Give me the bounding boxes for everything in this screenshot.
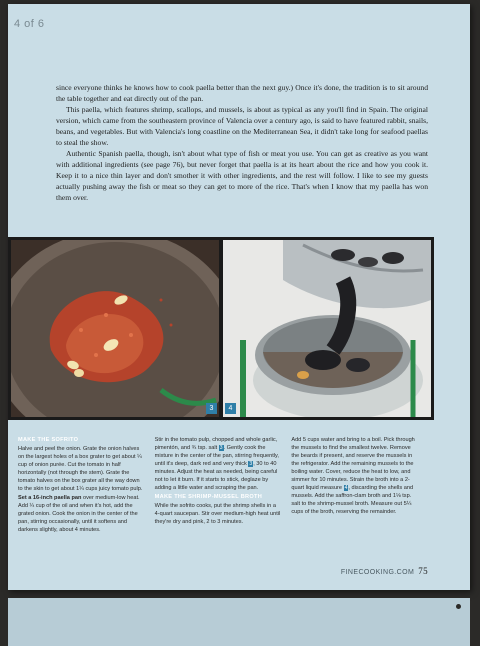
sofrito-pan-photo bbox=[11, 240, 219, 417]
body-paragraph-1: since everyone thinks he knows how to cook paella better than the next guy.) Once it's done, the tradition is to sit around the table together and eat directly out of the pan. bbox=[56, 83, 428, 103]
site-url: FINECOOKING.COM bbox=[340, 569, 415, 576]
page-number: 75 bbox=[418, 566, 428, 576]
sofrito-pan-image bbox=[11, 240, 219, 417]
paella-pan-bold: Set a 16-inch paella pan bbox=[18, 495, 82, 501]
paella-pan-text: over medium-low heat. Add ¼ cup of the oil and when it's hot, add the grated onion. Cook the onion in the center of the pan, stirring occasionally, until it softens and darkens slightly, about 4 minutes. bbox=[18, 495, 140, 533]
page-footer bbox=[341, 566, 428, 576]
photo-ref-4: 4 bbox=[344, 485, 348, 491]
step-badge-4: 4 bbox=[225, 403, 236, 414]
sofrito-text: Halve and peel the onion. Grate the onion halves on the largest holes of a box grater to get about ¼ cup of onion purée. Cut the tomato in half horizontally (not through the stem). Grate the tomato halves on the box grater all the way down to the skin to get about 1¼ cups juicy tomato pulp. bbox=[18, 446, 143, 492]
photo-ref-3: 3 bbox=[219, 445, 223, 451]
step-badge-3: 3 bbox=[206, 403, 217, 414]
broth-step bbox=[291, 436, 418, 516]
shrimp-broth-heading: MAKE THE SHRIMP-MUSSEL BROTH bbox=[154, 494, 263, 500]
broth-strain-image bbox=[223, 240, 431, 417]
shrimp-text: While the sofrito cooks, put the shrimp shells in a 4-quart saucepan. Stir over medium-high heat until they're dry and pink, 2 to 3 minutes. bbox=[154, 503, 281, 525]
broth-strain-photo bbox=[223, 240, 431, 417]
step-column-3 bbox=[291, 436, 418, 535]
stir-text-3: , 30 to 40 minutes. Adjust the heat as needed, being careful not to let it burn. If it starts to stick, deglaze by adding a little water and scraping the pan. bbox=[154, 461, 278, 491]
recipe-steps bbox=[18, 436, 418, 535]
sofrito-heading: MAKE THE SOFRITO bbox=[18, 437, 79, 443]
binder-hole bbox=[456, 604, 461, 609]
stir-text-1: Stir in the tomato pulp, chopped and whole garlic, pimentón, and ¾ tsp. salt bbox=[154, 437, 278, 451]
step-column-1 bbox=[18, 436, 145, 535]
broth-text-1: Add 5 cups water and bring to a boil. Pick through the mussels to find the smallest twelve. Remove the beards if present, and reserve the mussels in the refrigerator. Add the remaining mussels to the boiling water. Cover, reduce the heat to low, and simmer for 10 minutes. Strain the broth into a 2-quart liquid measure bbox=[291, 437, 415, 491]
stir-step bbox=[155, 436, 282, 492]
next-page-edge bbox=[8, 598, 470, 646]
body-paragraph-2: This paella, which features shrimp, scallops, and mussels, is about as typical as any you'll find in Spain. The original version, which came from the southeastern province of Valencia over a century ago, is said to have featured rabbit, snails, beans, and vegetables. But with Valencia's long coastline on the Mediterranean Sea, it didn't take long for seafood paellas to steal the show. bbox=[56, 105, 428, 147]
photo-ref-3b: 3 bbox=[249, 461, 253, 467]
paella-pan-step bbox=[18, 494, 145, 534]
article-body bbox=[56, 82, 428, 203]
photo-strip bbox=[8, 237, 434, 420]
stir-text-2: . Gently cook the mixture in the center of the pan, stirring frequently, until it's deep, dark red and very thick bbox=[154, 445, 279, 467]
magazine-page bbox=[8, 4, 470, 590]
broth-text-2: , discarding the shells and mussels. Add the saffron-clam broth and 1⅛ tsp. salt to the shrimp-mussel broth. Measure out 5¼ cups of the broth, reserving the remainder. bbox=[291, 485, 414, 515]
body-paragraph-3: Authentic Spanish paella, though, isn't about what type of fish or meat you use. You can get as creative as you want with additional ingredients (see page 76), but never forget that paella is at its heart about the rice and how you cook it. Keep it to a nice thin layer and don't smother it with other ingredients, and the rest will follow. I like to see my guests actually pushing away the fish or meat so they can get to more of the rice. That's when I know that my paella has won them over. bbox=[56, 149, 428, 202]
step-column-2 bbox=[155, 436, 282, 535]
page-counter: 4 of 6 bbox=[14, 18, 45, 30]
